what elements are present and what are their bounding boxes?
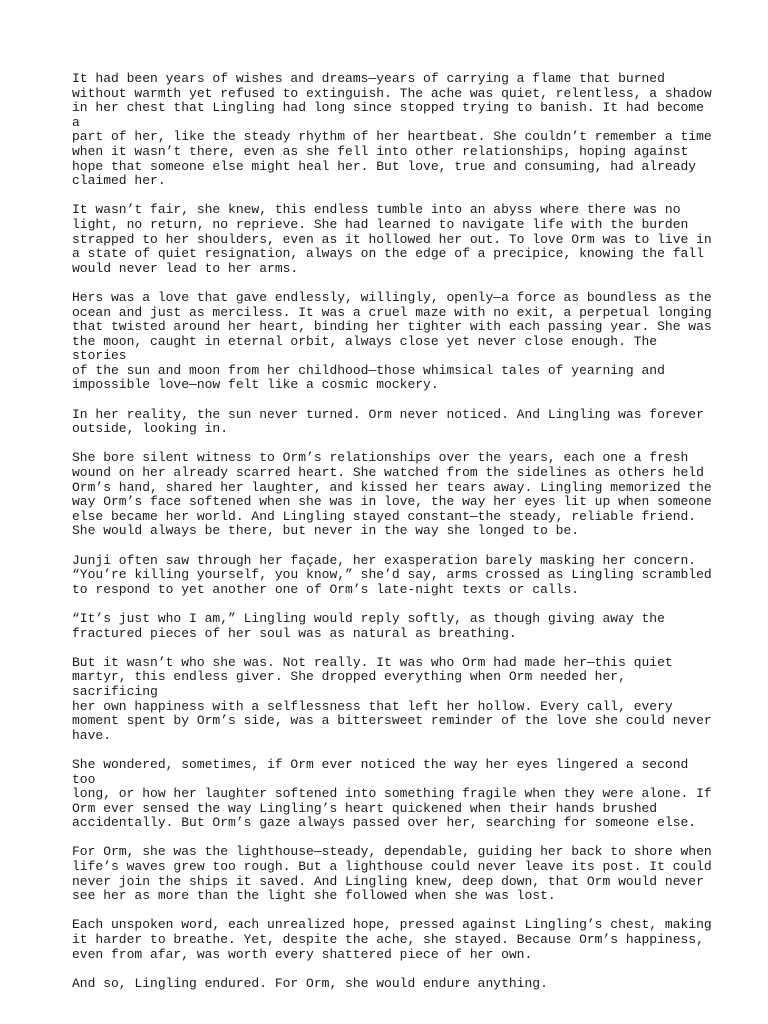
- paragraph-4: In her reality, the sun never turned. Orm never noticed. And Lingling was forever outside, looking in.: [72, 406, 704, 437]
- paragraph-12: And so, Lingling endured. For Orm, she would endure anything.: [72, 975, 548, 991]
- paragraph-11: Each unspoken word, each unrealized hope, pressed against Lingling’s chest, making it harder to breathe. Yet, despite the ache, she stayed. Because Orm’s happiness, even from afar, was worth every shattered piece of her own.: [72, 917, 712, 962]
- document-page: [72, 72, 712, 1006]
- paragraph-1: It had been years of wishes and dreams—years of carrying a flame that burned without warmth yet refused to extinguish. The ache was quiet, relentless, a shadow in her chest that Lingling had long since stopped trying to banish. It had become a part of her, like the steady rhythm of her heartbeat. She couldn’t remember a time when it wasn’t there, even as she fell into other relationships, hoping against hope that someone else might heal her. But love, true and consuming, had already claimed her.: [72, 71, 712, 189]
- paragraph-5: She bore silent witness to Orm’s relationships over the years, each one a fresh wound on her already scarred heart. She watched from the sidelines as others held Orm’s hand, shared her laughter, and kissed her tears away. Lingling memorized the way Orm’s face softened when she was in love, the way her eyes lit up when someone else became her world. And Lingling stayed constant—the steady, reliable friend. She would always be there, but never in the way she longed to be.: [72, 450, 712, 539]
- paragraph-8: But it wasn’t who she was. Not really. It was who Orm had made her—this quiet martyr, this endless giver. She dropped everything when Orm needed her, sacrificing her own happiness with a selflessness that left her hollow. Every call, every moment spent by Orm’s side, was a bittersweet reminder of the love she could never have.: [72, 654, 712, 743]
- paragraph-3: Hers was a love that gave endlessly, willingly, openly—a force as boundless as the ocean and just as merciless. It was a cruel maze with no exit, a perpetual longing that twisted around her heart, binding her tighter with each passing year. She was the moon, caught in eternal orbit, always close yet never close enough. The stories of the sun and moon from her childhood—those whimsical tales of yearning and impossible love—now felt like a cosmic mockery.: [72, 289, 712, 393]
- paragraph-10: For Orm, she was the lighthouse—steady, dependable, guiding her back to shore when life’s waves grew too rough. But a lighthouse could never leave its post. It could never join the ships it saved. And Lingling knew, deep down, that Orm would never see her as more than the light she followed when she was lost.: [72, 844, 712, 904]
- paragraph-9: She wondered, sometimes, if Orm ever noticed the way her eyes lingered a second too long, or how her laughter softened into something fragile when they were alone. If Orm ever sensed the way Lingling’s heart quickened when their hands brushed accidentally. But Orm’s gaze always passed over her, searching for someone else.: [72, 756, 712, 831]
- paragraph-2: It wasn’t fair, she knew, this endless tumble into an abyss where there was no light, no return, no reprieve. She had learned to navigate life with the burden strapped to her shoulders, even as it hollowed her out. To love Orm was to live in a state of quiet resignation, always on the edge of a precipice, knowing the fall would never lead to her arms.: [72, 202, 712, 276]
- paragraph-6: Junji often saw through her façade, her exasperation barely masking her concern. “You’re killing yourself, you know,” she’d say, arms crossed as Lingling scrambled to respond to yet another one of Orm’s late-night texts or calls.: [72, 552, 712, 597]
- paragraph-7: “It’s just who I am,” Lingling would reply softly, as though giving away the fractured pieces of her soul was as natural as breathing.: [72, 610, 665, 641]
